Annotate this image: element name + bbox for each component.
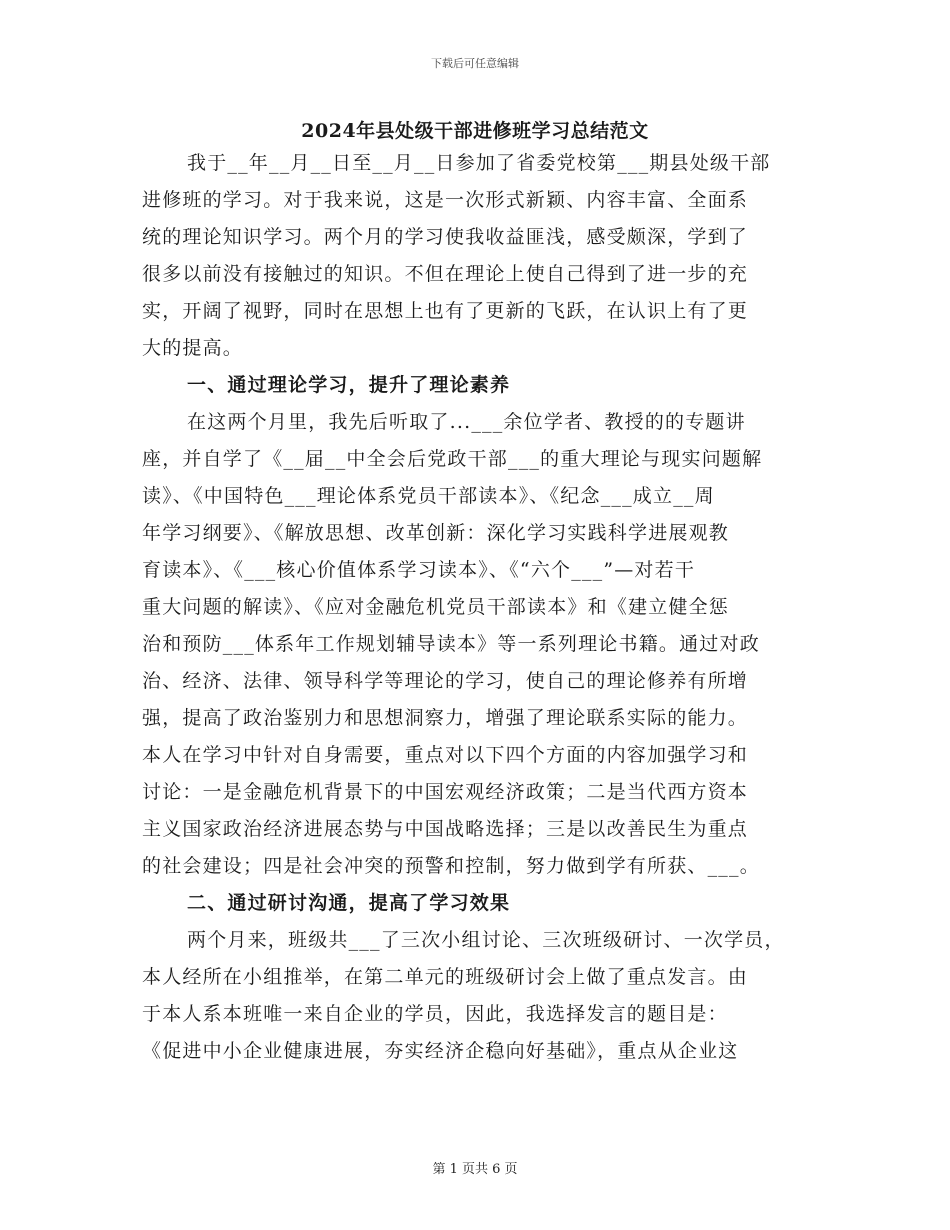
paragraph-line: 于本人系本班唯一来自企业的学员，因此，我选择发言的题目是： xyxy=(142,1003,728,1025)
paragraph-line: 在这两个月里，我先后听取了...___余位学者、教授的的专题讲 xyxy=(187,411,746,433)
paragraph-line: 治和预防___体系年工作规划辅导读本》等一系列理论书籍。通过对政 xyxy=(142,633,760,655)
section-heading: 一、通过理论学习，提升了理论素养 xyxy=(187,374,511,396)
paragraph-line: 大的提高。 xyxy=(142,337,244,359)
paragraph-line: 讨论：一是金融危机背景下的中国宏观经济政策；二是当代西方资本 xyxy=(142,781,749,803)
page-footer: 第 1 页共 6 页 xyxy=(432,1162,518,1177)
paragraph-line: 本人经所在小组推举，在第二单元的班级研讨会上做了重点发言。由 xyxy=(142,966,749,988)
paragraph-line: 育读本》、《___核心价值体系学习读本》、《“六个___”—对若干 xyxy=(142,559,696,581)
paragraph-line: 重大问题的解读》、《应对金融危机党员干部读本》和《建立健全惩 xyxy=(142,596,730,618)
paragraph-line: 年学习纲要》、《解放思想、改革创新：深化学习实践科学进展观教 xyxy=(142,522,730,544)
paragraph-line: 本人在学习中针对自身需要，重点对以下四个方面的内容加强学习和 xyxy=(142,744,749,766)
paragraph-line: 很多以前没有接触过的知识。不但在理论上使自己得到了进一步的充 xyxy=(142,263,749,285)
paragraph-line: 治、经济、法律、领导科学等理论的学习，使自己的理论修养有所增 xyxy=(142,670,749,692)
paragraph-line: 统的理论知识学习。两个月的学习使我收益匪浅，感受颇深，学到了 xyxy=(142,226,749,248)
paragraph-line: 主义国家政治经济进展态势与中国战略选择；三是以改善民生为重点 xyxy=(142,818,749,840)
header-note: 下载后可任意编辑 xyxy=(431,57,519,70)
paragraph-line: 实，开阔了视野，同时在思想上也有了更新的飞跃，在认识上有了更 xyxy=(142,300,749,322)
paragraph-line: 强，提高了政治鉴别力和思想洞察力，增强了理论联系实际的能力。 xyxy=(142,707,749,729)
paragraph-line: 《促进中小企业健康进展，夯实经济企稳向好基础》，重点从企业这 xyxy=(142,1040,739,1062)
paragraph-line: 的社会建设；四是社会冲突的预警和控制，努力做到学有所获、___。 xyxy=(142,855,760,877)
paragraph-line: 座，并自学了《__届__中全会后党政干部___的重大理论与现实问题解 xyxy=(142,448,763,470)
paragraph-line: 进修班的学习。对于我来说，这是一次形式新颖、内容丰富、全面系 xyxy=(142,189,749,211)
paragraph-line: 我于__年__月__日至__月__日参加了省委党校第___期县处级干部 xyxy=(187,152,771,174)
paragraph-line: 读》、《中国特色___理论体系党员干部读本》、《纪念___成立__周 xyxy=(142,485,715,507)
section-heading: 二、通过研讨沟通，提高了学习效果 xyxy=(187,892,511,914)
paragraph-line: 两个月来，班级共___了三次小组讨论、三次班级研讨、一次学员， xyxy=(187,929,785,951)
document-title: 2024年县处级干部进修班学习总结范文 xyxy=(301,120,649,142)
